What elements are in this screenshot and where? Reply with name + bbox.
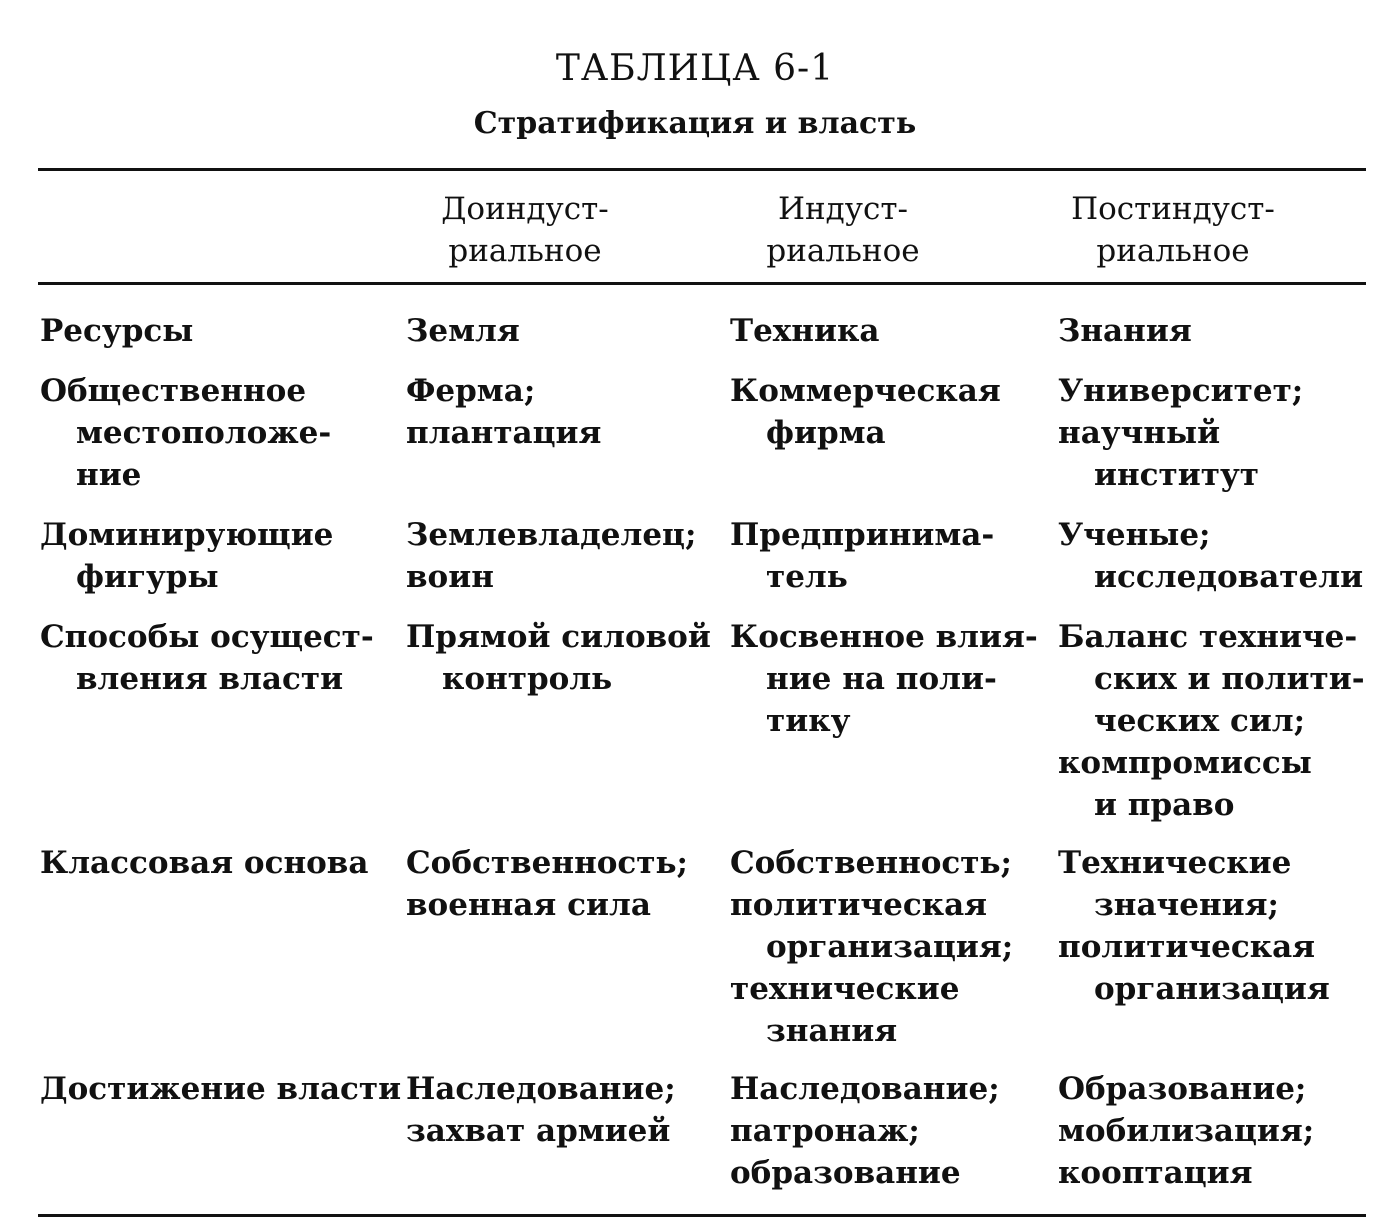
cell-line: Ферма; xyxy=(406,373,536,409)
cell-line: научный xyxy=(1058,415,1221,451)
cell-line: ских и полити- xyxy=(1094,661,1365,697)
cell-resources-preindustrial xyxy=(406,310,520,352)
cell-line: захват армией xyxy=(406,1113,671,1149)
cell-line: военная сила xyxy=(406,887,651,923)
row-label-dominant-figures xyxy=(40,514,333,598)
cell-line: значения; xyxy=(1094,887,1280,923)
cell-line: и право xyxy=(1094,787,1235,823)
row-label-line: фигуры xyxy=(76,559,219,595)
cell-resources-postindustrial xyxy=(1058,310,1192,352)
cell-line: патронаж; xyxy=(730,1113,920,1149)
cell-attainment-industrial xyxy=(730,1068,1000,1194)
cell-line: технические xyxy=(730,971,960,1007)
table-title: Стратификация и власть xyxy=(473,106,917,141)
table-number: ТАБЛИЦА 6-1 xyxy=(555,48,835,89)
cell-line: Предпринима- xyxy=(730,517,995,553)
cell-dominant-figures-preindustrial xyxy=(406,514,696,598)
cell-line: Собственность; xyxy=(406,845,688,881)
top-rule xyxy=(38,168,1366,171)
cell-line: организация xyxy=(1094,971,1330,1007)
cell-line: Наследование; xyxy=(730,1071,1000,1107)
cell-line: институт xyxy=(1094,457,1260,493)
cell-social-location-postindustrial xyxy=(1058,370,1303,496)
row-label-resources xyxy=(40,310,193,352)
bottom-rule xyxy=(38,1214,1366,1217)
cell-line: воин xyxy=(406,559,494,595)
cell-dominant-figures-industrial xyxy=(730,514,994,598)
row-label-line: Общественное xyxy=(40,373,307,409)
column-header-line: риальное xyxy=(766,233,920,269)
cell-social-location-industrial xyxy=(730,370,1001,454)
column-header-line: Доиндуст- xyxy=(441,191,609,227)
column-header-postindustrial xyxy=(1048,188,1298,272)
cell-line: тику xyxy=(766,703,851,739)
cell-line: Знания xyxy=(1058,313,1192,349)
row-label-class-basis xyxy=(40,842,368,884)
cell-attainment-preindustrial xyxy=(406,1068,676,1152)
cell-dominant-figures-postindustrial xyxy=(1058,514,1363,598)
cell-class-basis-postindustrial xyxy=(1058,842,1330,1010)
cell-line: Баланс техниче- xyxy=(1058,619,1358,655)
cell-line: компромиссы xyxy=(1058,745,1312,781)
cell-class-basis-industrial xyxy=(730,842,1013,1052)
cell-social-location-preindustrial xyxy=(406,370,601,454)
cell-line: мобилизация; xyxy=(1058,1113,1315,1149)
cell-line: Технические xyxy=(1058,845,1292,881)
cell-class-basis-preindustrial xyxy=(406,842,688,926)
column-header-line: риальное xyxy=(448,233,602,269)
cell-line: политическая xyxy=(1058,929,1316,965)
cell-line: знания xyxy=(766,1013,898,1049)
cell-line: Университет; xyxy=(1058,373,1304,409)
row-label-line: вления власти xyxy=(76,661,344,697)
column-header-line: Индуст- xyxy=(777,191,908,227)
row-label-line: Достижение власти xyxy=(40,1071,402,1107)
cell-line: плантация xyxy=(406,415,602,451)
row-label-line: ние xyxy=(76,457,142,493)
cell-line: исследователи xyxy=(1094,559,1364,595)
cell-line: политическая xyxy=(730,887,988,923)
row-label-modes-of-power xyxy=(40,616,374,700)
header-rule xyxy=(38,282,1366,285)
row-label-social-location xyxy=(40,370,331,496)
cell-line: ческих сил; xyxy=(1094,703,1306,739)
row-label-line: Ресурсы xyxy=(40,313,194,349)
row-label-line: Доминирующие xyxy=(40,517,334,553)
cell-modes-of-power-industrial xyxy=(730,616,1038,742)
row-label-attainment-of-power xyxy=(40,1068,401,1110)
cell-modes-of-power-postindustrial xyxy=(1058,616,1365,826)
cell-line: контроль xyxy=(442,661,613,697)
cell-line: фирма xyxy=(766,415,886,451)
column-header-line: Постиндуст- xyxy=(1071,191,1275,227)
cell-modes-of-power-preindustrial xyxy=(406,616,711,700)
cell-line: Собственность; xyxy=(730,845,1012,881)
column-header-industrial xyxy=(718,188,968,272)
cell-line: Техника xyxy=(730,313,880,349)
cell-resources-industrial xyxy=(730,310,879,352)
cell-line: Образование; xyxy=(1058,1071,1307,1107)
cell-line: организация; xyxy=(766,929,1014,965)
cell-line: Землевладелец; xyxy=(406,517,697,553)
cell-line: тель xyxy=(766,559,848,595)
cell-line: Прямой силовой xyxy=(406,619,711,655)
row-label-line: местоположе- xyxy=(76,415,332,451)
column-header-line: риальное xyxy=(1096,233,1250,269)
row-label-line: Классовая основа xyxy=(40,845,369,881)
cell-attainment-postindustrial xyxy=(1058,1068,1314,1194)
cell-line: ние на поли- xyxy=(766,661,997,697)
cell-line: Ученые; xyxy=(1058,517,1211,553)
cell-line: образование xyxy=(730,1155,961,1191)
cell-line: кооптация xyxy=(1058,1155,1253,1191)
row-label-line: Способы осущест- xyxy=(40,619,374,655)
cell-line: Коммерческая xyxy=(730,373,1001,409)
cell-line: Наследование; xyxy=(406,1071,676,1107)
cell-line: Земля xyxy=(406,313,520,349)
column-header-preindustrial xyxy=(395,188,655,272)
cell-line: Косвенное влия- xyxy=(730,619,1038,655)
